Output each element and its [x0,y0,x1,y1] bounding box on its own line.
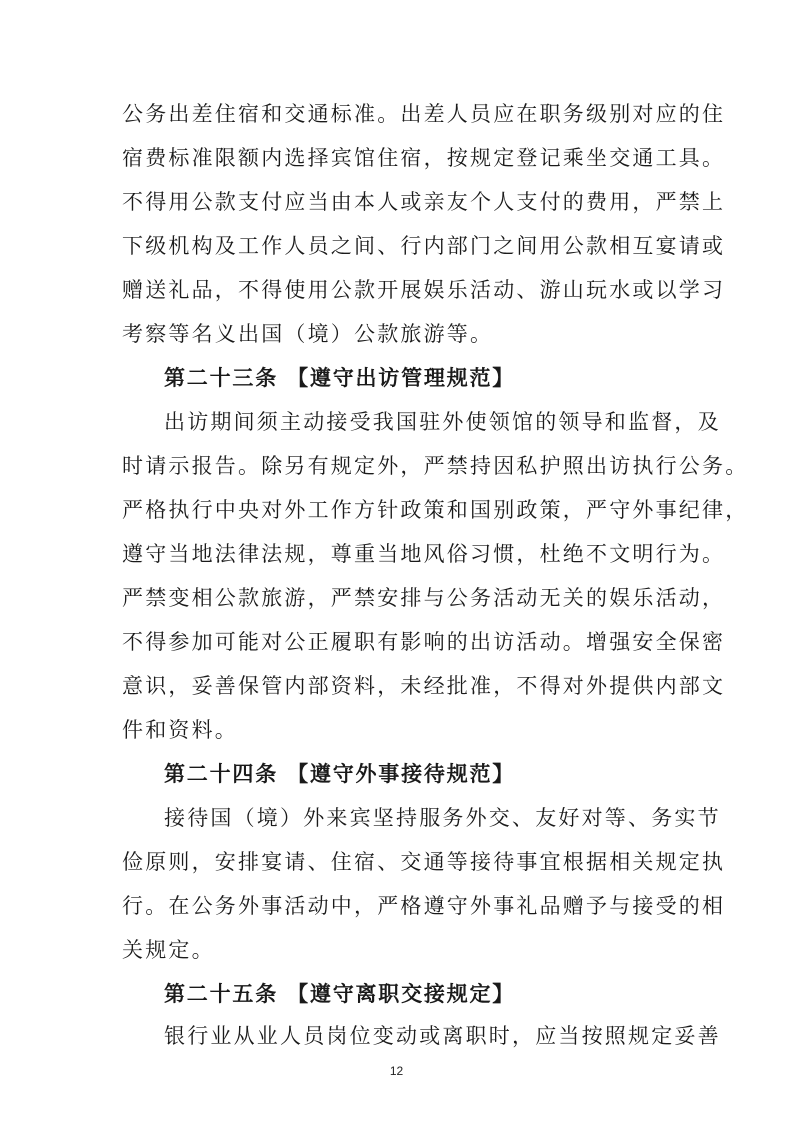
article-heading-25: 第二十五条 【遵守离职交接规定】 [164,982,516,1006]
text-line: 赠送礼品，不得使用公款开展娱乐活动、游山玩水或以学习 [122,278,726,302]
text-line: 遵守当地法律法规，尊重当地风俗习惯，杜绝不文明行为。 [122,542,726,566]
text-line: 关规定。 [122,938,215,962]
text-line: 意识，妥善保管内部资料，未经批准，不得对外提供内部文 [122,674,726,698]
text-line: 考察等名义出国（境）公款旅游等。 [122,322,494,346]
text-line: 宿费标准限额内选择宾馆住宿，按规定登记乘坐交通工具。 [122,146,726,170]
paragraph-first-line: 出访期间须主动接受我国驻外使领馆的领导和监督，及 [164,410,721,434]
paragraph-first-line: 接待国（境）外来宾坚持服务外交、友好对等、务实节 [164,806,721,830]
page-number: 12 [389,1064,404,1078]
text-line: 下级机构及工作人员之间、行内部门之间用公款相互宴请或 [122,234,726,258]
text-line: 不得用公款支付应当由本人或亲友个人支付的费用，严禁上 [122,190,726,214]
text-line: 严禁变相公款旅游，严禁安排与公务活动无关的娱乐活动， [122,586,726,610]
article-heading-24: 第二十四条 【遵守外事接待规范】 [164,762,516,786]
article-heading-23: 第二十三条 【遵守出访管理规范】 [164,366,516,390]
text-line: 公务出差住宿和交通标准。出差人员应在职务级别对应的住 [122,102,726,126]
text-line: 俭原则，安排宴请、住宿、交通等接待事宜根据相关规定执 [122,850,726,874]
paragraph-first-line: 银行业从业人员岗位变动或离职时，应当按照规定妥善 [164,1024,721,1048]
text-line: 不得参加可能对公正履职有影响的出访活动。增强安全保密 [122,630,726,654]
text-line: 严格执行中央对外工作方针政策和国别政策，严守外事纪律， [122,498,749,522]
text-line: 行。在公务外事活动中，严格遵守外事礼品赠予与接受的相 [122,894,726,918]
text-line: 时请示报告。除另有规定外，严禁持因私护照出访执行公务。 [122,454,749,478]
text-line: 件和资料。 [122,718,238,742]
